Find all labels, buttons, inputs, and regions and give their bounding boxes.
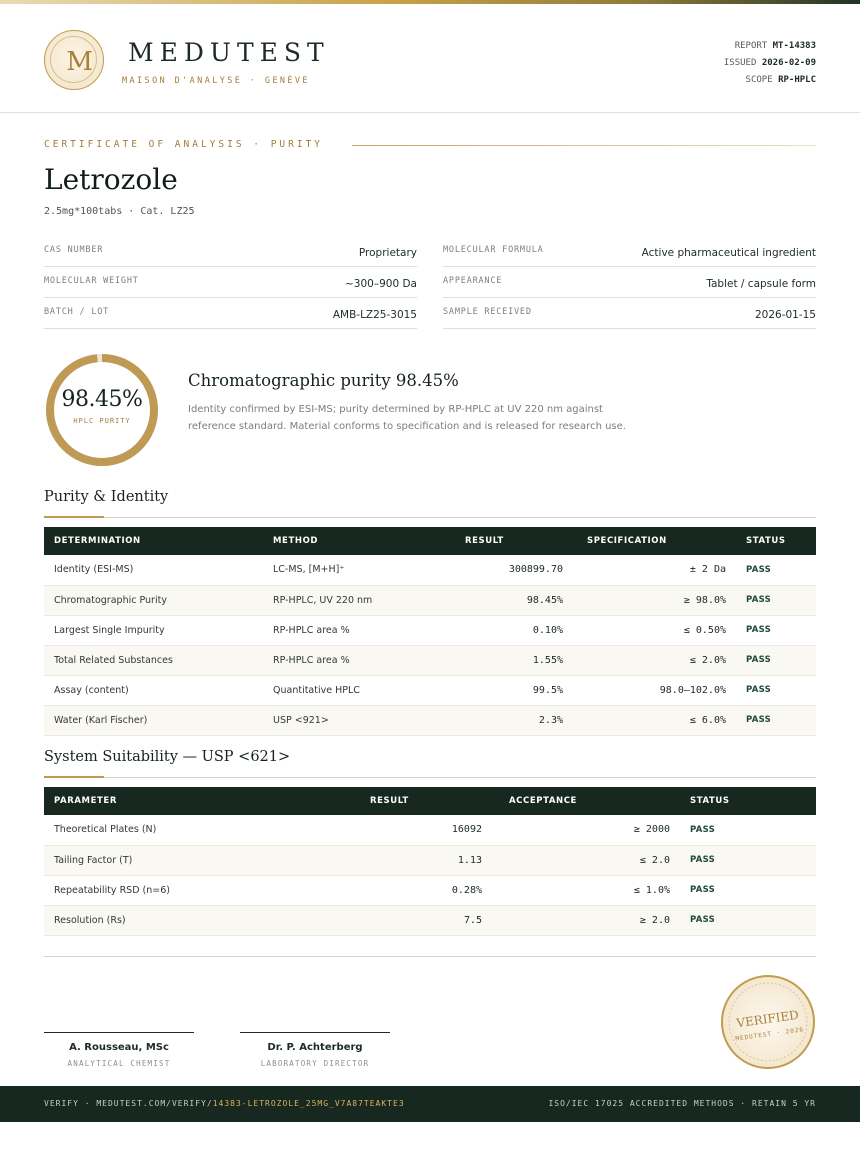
cell-acceptance: ≤ 2.0 <box>492 845 680 875</box>
cell-result: 0.28% <box>364 875 492 905</box>
cell-specification: ≤ 0.50% <box>573 615 736 645</box>
cell-result: 1.13 <box>364 845 492 875</box>
info-value: AMB-LZ25-3015 <box>332 309 417 321</box>
table-row <box>44 555 816 585</box>
kicker-divider <box>352 145 816 146</box>
table-row <box>44 875 816 905</box>
signature-role: ANALYTICAL CHEMIST <box>67 1059 171 1068</box>
cell-specification: ≤ 6.0% <box>573 705 736 735</box>
cell-determination: Assay (content) <box>44 675 263 705</box>
column-header: METHOD <box>263 527 413 555</box>
info-label: SAMPLE RECEIVED <box>443 307 532 317</box>
cell-result: 7.5 <box>364 905 492 935</box>
content-end-rule <box>44 956 816 957</box>
suitability-table <box>44 787 816 936</box>
verify-prefix: VERIFY · MEDUTEST.COM/VERIFY/ <box>44 1099 213 1108</box>
info-row <box>443 298 816 329</box>
info-label: APPEARANCE <box>443 276 503 286</box>
document-kicker: CERTIFICATE OF ANALYSIS · PURITY <box>44 139 324 150</box>
purity-table <box>44 527 816 736</box>
column-header: STATUS <box>736 527 816 555</box>
info-row <box>44 267 417 298</box>
status-badge: PASS <box>736 705 816 735</box>
status-badge: PASS <box>736 645 816 675</box>
cell-acceptance: ≥ 2.0 <box>492 905 680 935</box>
meta-report: REPORT MT-14383 <box>734 41 816 51</box>
section-rule <box>44 517 816 518</box>
cell-method: USP <921> <box>263 705 413 735</box>
signature-block <box>240 1032 390 1068</box>
cell-result: 99.5% <box>413 675 573 705</box>
info-label: CAS NUMBER <box>44 245 104 255</box>
cell-method: Quantitative HPLC <box>263 675 413 705</box>
cell-method: LC-MS, [M+H]⁺ <box>263 555 413 585</box>
info-row <box>44 236 417 267</box>
status-badge: PASS <box>680 905 816 935</box>
stamp-word: VERIFIED <box>735 1007 800 1031</box>
cell-parameter: Theoretical Plates (N) <box>44 815 364 845</box>
section-title-suitability: System Suitability — USP <621> <box>44 749 291 765</box>
column-header: STATUS <box>680 787 816 815</box>
cell-parameter: Tailing Factor (T) <box>44 845 364 875</box>
section-accent <box>44 776 104 778</box>
verify-link[interactable] <box>44 1099 405 1108</box>
info-column-right <box>443 236 816 329</box>
column-header: SPECIFICATION <box>573 527 736 555</box>
signature-role: LABORATORY DIRECTOR <box>260 1059 370 1068</box>
info-label: MOLECULAR FORMULA <box>443 245 544 255</box>
cell-method: RP-HPLC area % <box>263 615 413 645</box>
column-header: RESULT <box>413 527 573 555</box>
purity-label: HPLC PURITY <box>73 417 131 425</box>
cell-method: RP-HPLC, UV 220 nm <box>263 585 413 615</box>
product-name: Letrozole <box>44 163 178 196</box>
cell-determination: Largest Single Impurity <box>44 615 263 645</box>
brand-logo <box>44 30 104 90</box>
column-header: ACCEPTANCE <box>492 787 680 815</box>
table-row <box>44 815 816 845</box>
report-meta <box>724 38 816 89</box>
table-row <box>44 615 816 645</box>
cell-specification: ≤ 2.0% <box>573 645 736 675</box>
cell-acceptance: ≥ 2000 <box>492 815 680 845</box>
status-badge: PASS <box>680 875 816 905</box>
summary-text: Identity confirmed by ESI-MS; purity determined by RP-HPLC at UV 220 nm against reference standard. Material conforms to specification and is released for research use. <box>188 404 626 432</box>
signature-block <box>44 1032 194 1068</box>
cell-parameter: Resolution (Rs) <box>44 905 364 935</box>
info-label: BATCH / LOT <box>44 307 110 317</box>
table-header-row <box>44 787 816 815</box>
table-row <box>44 705 816 735</box>
cell-result: 2.3% <box>413 705 573 735</box>
info-value: Active pharmaceutical ingredient <box>641 247 816 259</box>
accreditation-note: ISO/IEC 17025 ACCREDITED METHODS · RETAIN 5 YR <box>548 1099 816 1108</box>
verify-code: 14383-LETROZOLE_25MG_V7A87TEAKTE3 <box>212 1099 405 1108</box>
stamp-sub: MEDUTEST · 2026 <box>734 1026 805 1043</box>
header <box>0 4 860 113</box>
table-row <box>44 675 816 705</box>
info-value: ~300–900 Da <box>345 278 417 290</box>
info-value: Tablet / capsule form <box>706 278 816 290</box>
cell-method: RP-HPLC area % <box>263 645 413 675</box>
status-badge: PASS <box>680 815 816 845</box>
cell-result: 300899.70 <box>413 555 573 585</box>
cell-specification: ± 2 Da <box>573 555 736 585</box>
cell-parameter: Repeatability RSD (n=6) <box>44 875 364 905</box>
status-badge: PASS <box>736 555 816 585</box>
info-value: 2026-01-15 <box>754 309 816 321</box>
column-header: PARAMETER <box>44 787 364 815</box>
section-accent <box>44 516 104 518</box>
table-row <box>44 585 816 615</box>
cell-acceptance: ≤ 1.0% <box>492 875 680 905</box>
info-column-left <box>44 236 417 329</box>
cell-result: 1.55% <box>413 645 573 675</box>
cell-result: 16092 <box>364 815 492 845</box>
status-badge: PASS <box>736 585 816 615</box>
brand-tagline: MAISON D'ANALYSE · GENÈVE <box>122 76 310 86</box>
brand-name: MEDUTEST <box>128 38 330 67</box>
logo-letter: M <box>66 47 93 77</box>
cell-result: 0.10% <box>413 615 573 645</box>
meta-scope: SCOPE RP-HPLC <box>745 75 816 85</box>
table-header-row <box>44 527 816 555</box>
summary-title: Chromatographic purity 98.45% <box>188 371 459 390</box>
cell-result: 98.45% <box>413 585 573 615</box>
cell-determination: Total Related Substances <box>44 645 263 675</box>
cell-specification: ≥ 98.0% <box>573 585 736 615</box>
signature-name: A. Rousseau, MSc <box>69 1042 169 1053</box>
info-row <box>443 267 816 298</box>
status-badge: PASS <box>736 675 816 705</box>
status-badge: PASS <box>680 845 816 875</box>
verified-stamp <box>714 968 822 1076</box>
info-row <box>44 298 417 329</box>
cell-determination: Water (Karl Fischer) <box>44 705 263 735</box>
cell-determination: Identity (ESI-MS) <box>44 555 263 585</box>
purity-value: 98.45% <box>61 387 143 412</box>
table-row <box>44 905 816 935</box>
cell-determination: Chromatographic Purity <box>44 585 263 615</box>
logo-inner-ring <box>50 36 97 83</box>
info-row <box>443 236 816 267</box>
info-value: Proprietary <box>358 247 417 259</box>
section-rule <box>44 777 816 778</box>
section-title-purity: Purity & Identity <box>44 489 169 505</box>
signature-name: Dr. P. Achterberg <box>267 1042 363 1053</box>
column-header: RESULT <box>364 787 492 815</box>
status-badge: PASS <box>736 615 816 645</box>
column-header: DETERMINATION <box>44 527 263 555</box>
cell-specification: 98.0–102.0% <box>573 675 736 705</box>
product-subtitle: 2.5mg*100tabs · Cat. LZ25 <box>44 206 195 217</box>
footer <box>0 1086 860 1122</box>
meta-issued: ISSUED 2026-02-09 <box>723 58 816 68</box>
info-label: MOLECULAR WEIGHT <box>44 276 139 286</box>
table-row <box>44 645 816 675</box>
table-row <box>44 845 816 875</box>
